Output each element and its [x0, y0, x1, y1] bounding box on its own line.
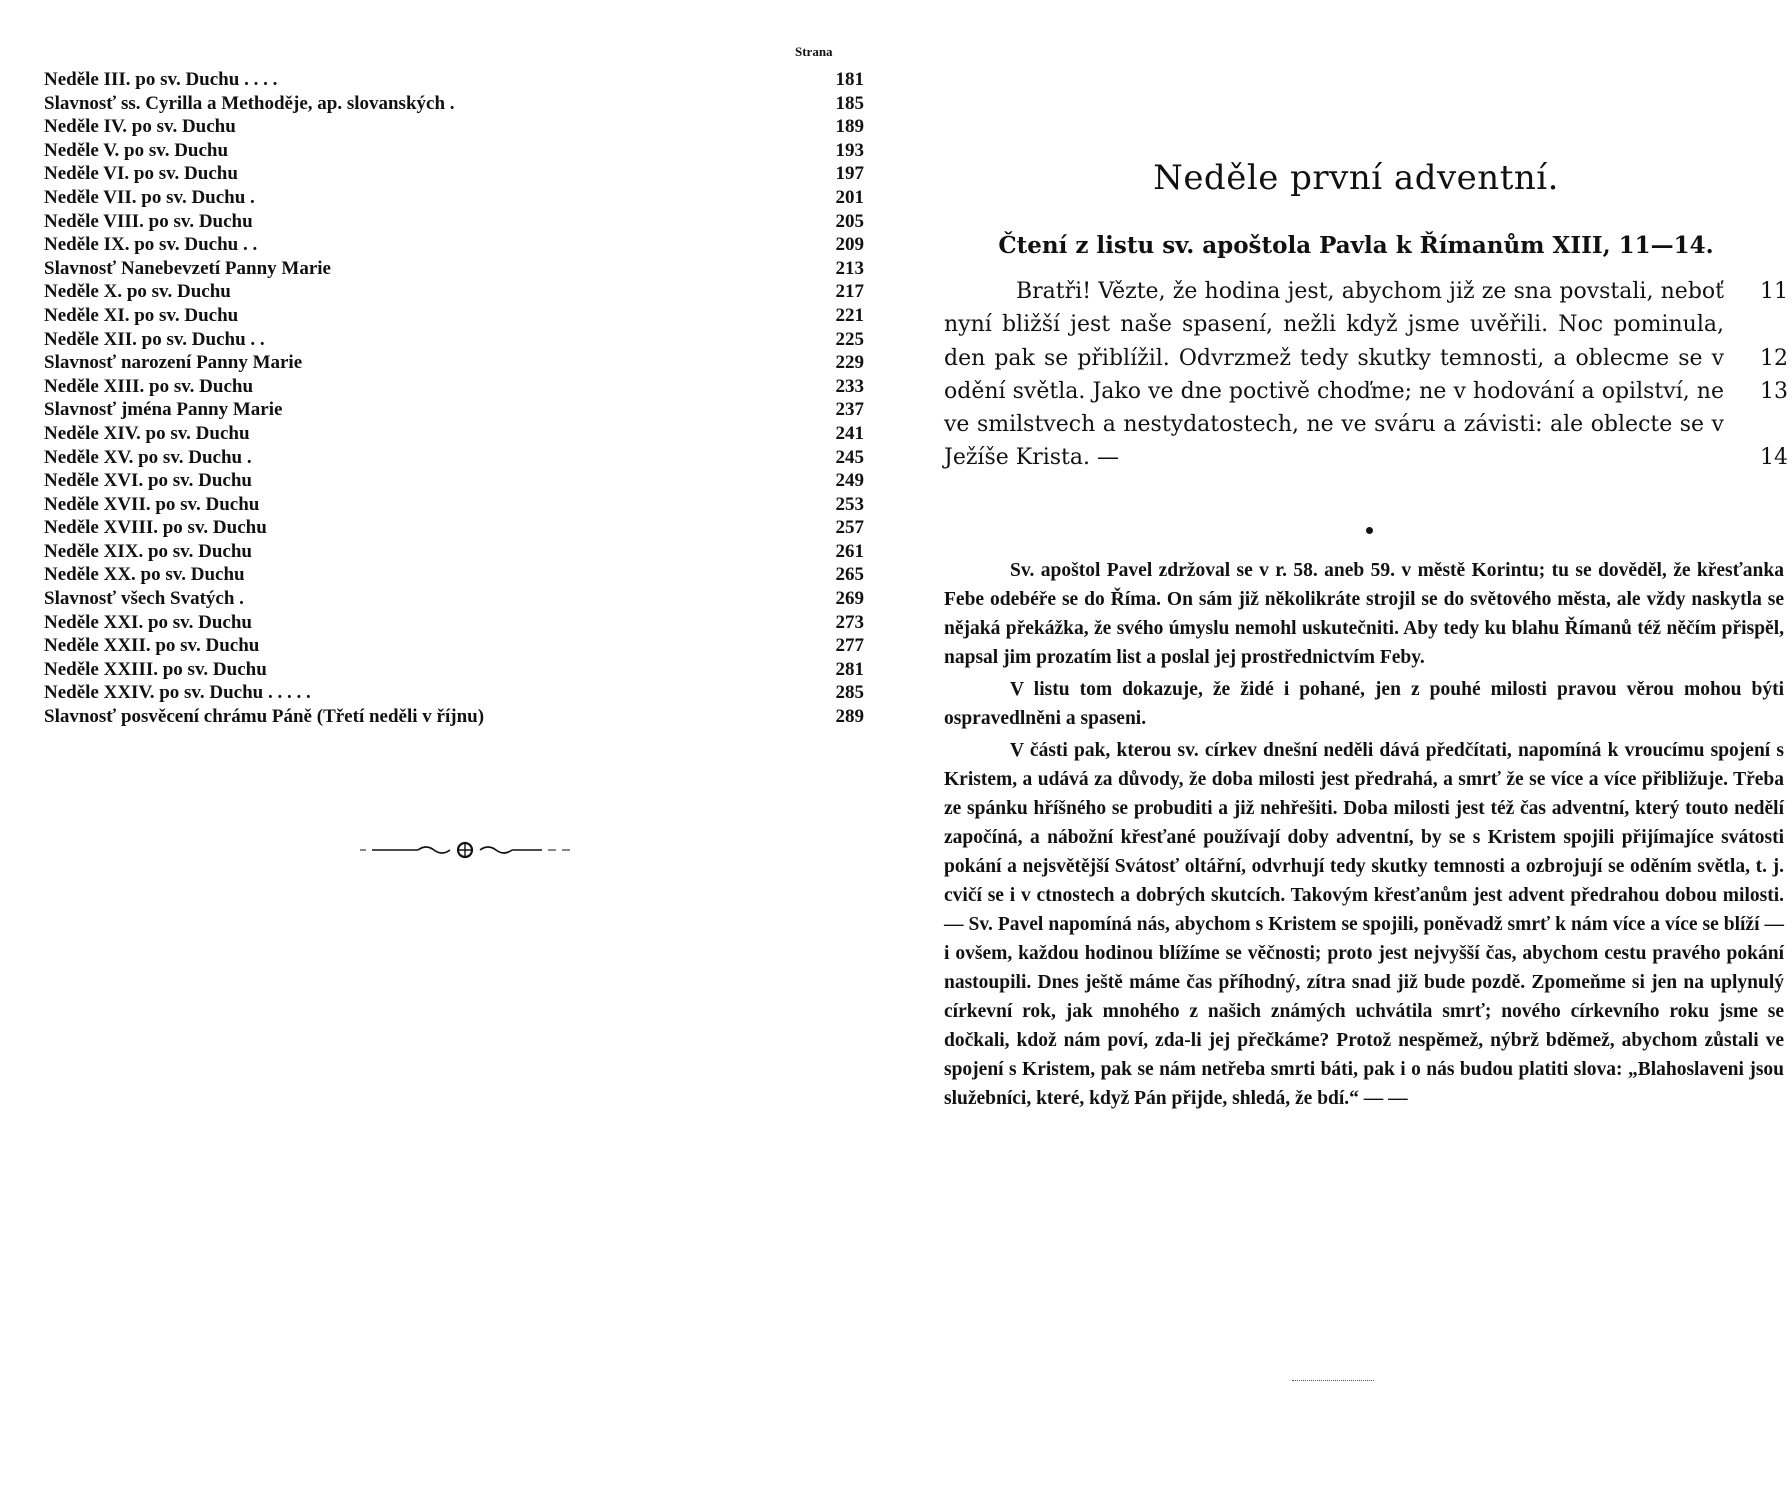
toc-entry-title: Neděle IX. po sv. Duchu . .: [44, 234, 258, 256]
toc-entry-title: Neděle XXIV. po sv. Duchu . . . . .: [44, 682, 311, 704]
ornament-divider-icon: [360, 838, 570, 862]
verse-number-column: [1738, 275, 1788, 475]
toc-entry: [44, 92, 864, 116]
toc-entry-page: 245: [835, 446, 864, 468]
toc-entry-page: 213: [835, 257, 864, 279]
commentary-text: [944, 556, 1784, 1116]
toc-entry: [44, 139, 864, 163]
scripture-passage: Bratři! Vězte, že hodina jest, abychom již ze sna povstali, neboť nyní bližší jest naše spasení, nežli když jsme uvěřili. Noc pominula, den pak se přiblížil. Odvrzmež tedy skutky temnosti, a oblecme se v odění světla. Jako ve dne poctivě choďme; ne v hodování a opilství, ne ve smilstvech a nestydatostech, ne ve sváru a závisti: ale oblecte se v Ježíše Krista. —: [944, 279, 1724, 471]
toc-list: [44, 68, 864, 729]
toc-entry-title: Neděle VII. po sv. Duchu .: [44, 186, 255, 208]
toc-entry-title: Neděle V. po sv. Duchu: [44, 139, 229, 161]
toc-entry: [44, 493, 864, 517]
toc-entry: [44, 210, 864, 234]
toc-entry: [44, 68, 864, 92]
verse-number: 11: [1760, 279, 1788, 304]
toc-entry-page: 233: [835, 375, 864, 397]
toc-entry-page: 265: [835, 564, 864, 586]
toc-entry-page: 269: [835, 588, 864, 610]
toc-entry-title: Slavnosť posvěcení chrámu Páně (Třetí neděli v říjnu): [44, 706, 485, 728]
toc-entry-page: 257: [835, 517, 864, 539]
toc-entry-page: 289: [835, 706, 864, 728]
toc-entry: [44, 540, 864, 564]
toc-entry: [44, 469, 864, 493]
toc-entry-title: Neděle XVIII. po sv. Duchu: [44, 517, 267, 539]
end-rule: [1292, 1380, 1374, 1381]
toc-entry-title: Neděle XVI. po sv. Duchu: [44, 470, 252, 492]
section-separator-dot: [1366, 527, 1373, 534]
toc-entry-title: Neděle XX. po sv. Duchu: [44, 564, 245, 586]
toc-entry-title: Neděle XIX. po sv. Duchu: [44, 540, 252, 562]
toc-entry: [44, 257, 864, 281]
toc-entry: [44, 563, 864, 587]
verse-number: [1738, 408, 1788, 441]
toc-entry: [44, 634, 864, 658]
toc-entry: [44, 587, 864, 611]
toc-entry: [44, 705, 864, 729]
toc-entry: [44, 422, 864, 446]
toc-entry: [44, 233, 864, 257]
reading-heading: [920, 232, 1792, 259]
toc-entry-title: Neděle IV. po sv. Duchu: [44, 116, 236, 138]
toc-entry: [44, 304, 864, 328]
toc-entry: [44, 115, 864, 139]
toc-entry-page: 189: [835, 116, 864, 138]
toc-entry: [44, 611, 864, 635]
toc-entry: [44, 658, 864, 682]
toc-entry-title: Neděle VI. po sv. Duchu: [44, 163, 238, 185]
commentary-paragraph: V listu tom dokazuje, že židé i pohané, jen z pouhé milosti pravou věrou mohou býti ospravedlněni a spaseni.: [944, 679, 1784, 729]
reading-heading-rest: z listu sv. apoštola Pavla k Římanům XIII, 11—14.: [1075, 232, 1714, 259]
verse-number: 12: [1760, 345, 1788, 371]
toc-entry-page: 241: [835, 422, 864, 444]
toc-entry-page: 277: [835, 635, 864, 657]
toc-entry: [44, 516, 864, 540]
right-page-chapter: [920, 0, 1792, 1500]
toc-entry: [44, 375, 864, 399]
toc-entry-title: Neděle III. po sv. Duchu . . . .: [44, 69, 278, 90]
toc-entry-title: Neděle XXIII. po sv. Duchu: [44, 658, 267, 680]
toc-entry-page: 273: [835, 611, 864, 633]
toc-entry-title: Neděle XIII. po sv. Duchu: [44, 375, 254, 397]
commentary-paragraph: V části pak, kterou sv. církev dnešní neděli dává předčítati, napomíná k vroucímu spojení s Kristem, a udává za důvody, že doba milosti jest předrahá, a smrť že se více a více přibližuje. Třeba ze spánku hříšného se probuditi a již nehřešiti. Doba milosti jest též čas adventní, který touto nedělí započíná, a nábožní křesťané používají doby adventní, by se s Kristem spojili přijímajíce svátosti pokání a nejsvětější Svátosť oltářní, odvrhují tedy skutky temnosti a ozbrojují se oděním světla, t. j. cvičí se i v ctnostech a dobrých skutcích. Takovým křesťanům jest advent předrahou dobou milosti. — Sv. Pavel napomíná nás, abychom s Kristem se spojili, poněvadž smrť k nám více a více se blíží — i ovšem, každou hodinou blížíme se věčnosti; proto jest nejvyšší čas, abychom cestu pravého pokání nastoupili. Dnes ještě máme čas příhodný, zítra snad již bude pozdě. Zpomeňme si jen na uplynulý církevní rok, jak mnohého z našich známých uchvátila smrť; nového církevního roku jsme se dočkali, kdož nám poví, zda-li jej přečkáme? Protož nespěmež, nýbrž bděmež, abychom zůstali ve spojení s Kristem, pak se nám netřeba smrti báti, pak i o nás budou platiti slova: „Blahoslaveni jsou služebníci, které, když Pán přijde, shledá, že bdí.“ — —: [944, 740, 1784, 1109]
toc-entry-title: Slavnosť Nanebevzetí Panny Marie: [44, 257, 331, 279]
toc-entry-page: 185: [835, 92, 864, 114]
toc-entry: [44, 328, 864, 352]
toc-entry-title: Neděle X. po sv. Duchu: [44, 281, 231, 303]
toc-entry-page: 209: [835, 234, 864, 256]
verse-number: 13: [1760, 378, 1788, 404]
toc-entry-page: 261: [835, 540, 864, 562]
commentary-paragraph: Sv. apoštol Pavel zdržoval se v r. 58. aneb 59. v městě Korintu; tu se dověděl, že křesťanka Febe odebéře se do Říma. On sám již několikráte strojil se do světového města, ale vždy naskytla se nějaká překážka, že svého úmyslu nemohl uskutečniti. Aby tedy ku blahu Římanů též něčím přispěl, napsal jim prozatím list a poslal jej prostřednictvím Feby.: [944, 560, 1784, 668]
toc-entry: [44, 280, 864, 304]
toc-entry-page: 221: [835, 304, 864, 326]
toc-entry: [44, 681, 864, 705]
toc-entry-page: 193: [835, 139, 864, 161]
verse-number: [1738, 308, 1788, 341]
toc-entry-page: 201: [835, 186, 864, 208]
verse-number: 14: [1760, 445, 1788, 471]
toc-entry: [44, 446, 864, 470]
toc-entry-page: 253: [835, 493, 864, 515]
toc-entry: [44, 162, 864, 186]
toc-entry-page: 205: [835, 210, 864, 232]
toc-entry-page: 217: [835, 281, 864, 303]
toc-entry-title: Slavnosť jména Panny Marie: [44, 399, 283, 421]
toc-entry-page: 281: [835, 658, 864, 680]
toc-entry-title: Neděle XIV. po sv. Duchu: [44, 422, 250, 444]
toc-entry-page: 285: [835, 682, 864, 704]
toc-entry-page: 229: [835, 352, 864, 374]
reading-heading-lead: Čtení: [998, 232, 1068, 259]
toc-entry: [44, 398, 864, 422]
toc-entry-title: Neděle XVII. po sv. Duchu: [44, 493, 260, 515]
toc-entry-title: Slavnosť všech Svatých .: [44, 588, 244, 610]
toc-entry-title: Slavnosť ss. Cyrilla a Methoděje, ap. slovanských .: [44, 92, 455, 114]
toc-entry-title: Neděle XV. po sv. Duchu .: [44, 446, 252, 468]
toc-entry-page: 225: [835, 328, 864, 350]
toc-entry-page: 237: [835, 399, 864, 421]
toc-entry-page: 181: [835, 69, 864, 90]
toc-entry-title: Neděle XXI. po sv. Duchu: [44, 611, 252, 633]
chapter-title: Neděle první adventní.: [1153, 158, 1559, 198]
toc-page-column-header: Strana: [795, 44, 833, 59]
toc-entry-page: 249: [835, 470, 864, 492]
toc-entry-title: Neděle VIII. po sv. Duchu: [44, 210, 253, 232]
toc-entry-page: 197: [835, 163, 864, 185]
toc-entry-title: Neděle XI. po sv. Duchu: [44, 304, 239, 326]
toc-entry: [44, 351, 864, 375]
toc-entry-title: Slavnosť narození Panny Marie: [44, 352, 303, 374]
toc-entry-title: Neděle XII. po sv. Duchu . .: [44, 328, 265, 350]
toc-entry-title: Neděle XXII. po sv. Duchu: [44, 635, 260, 657]
toc-entry: [44, 186, 864, 210]
